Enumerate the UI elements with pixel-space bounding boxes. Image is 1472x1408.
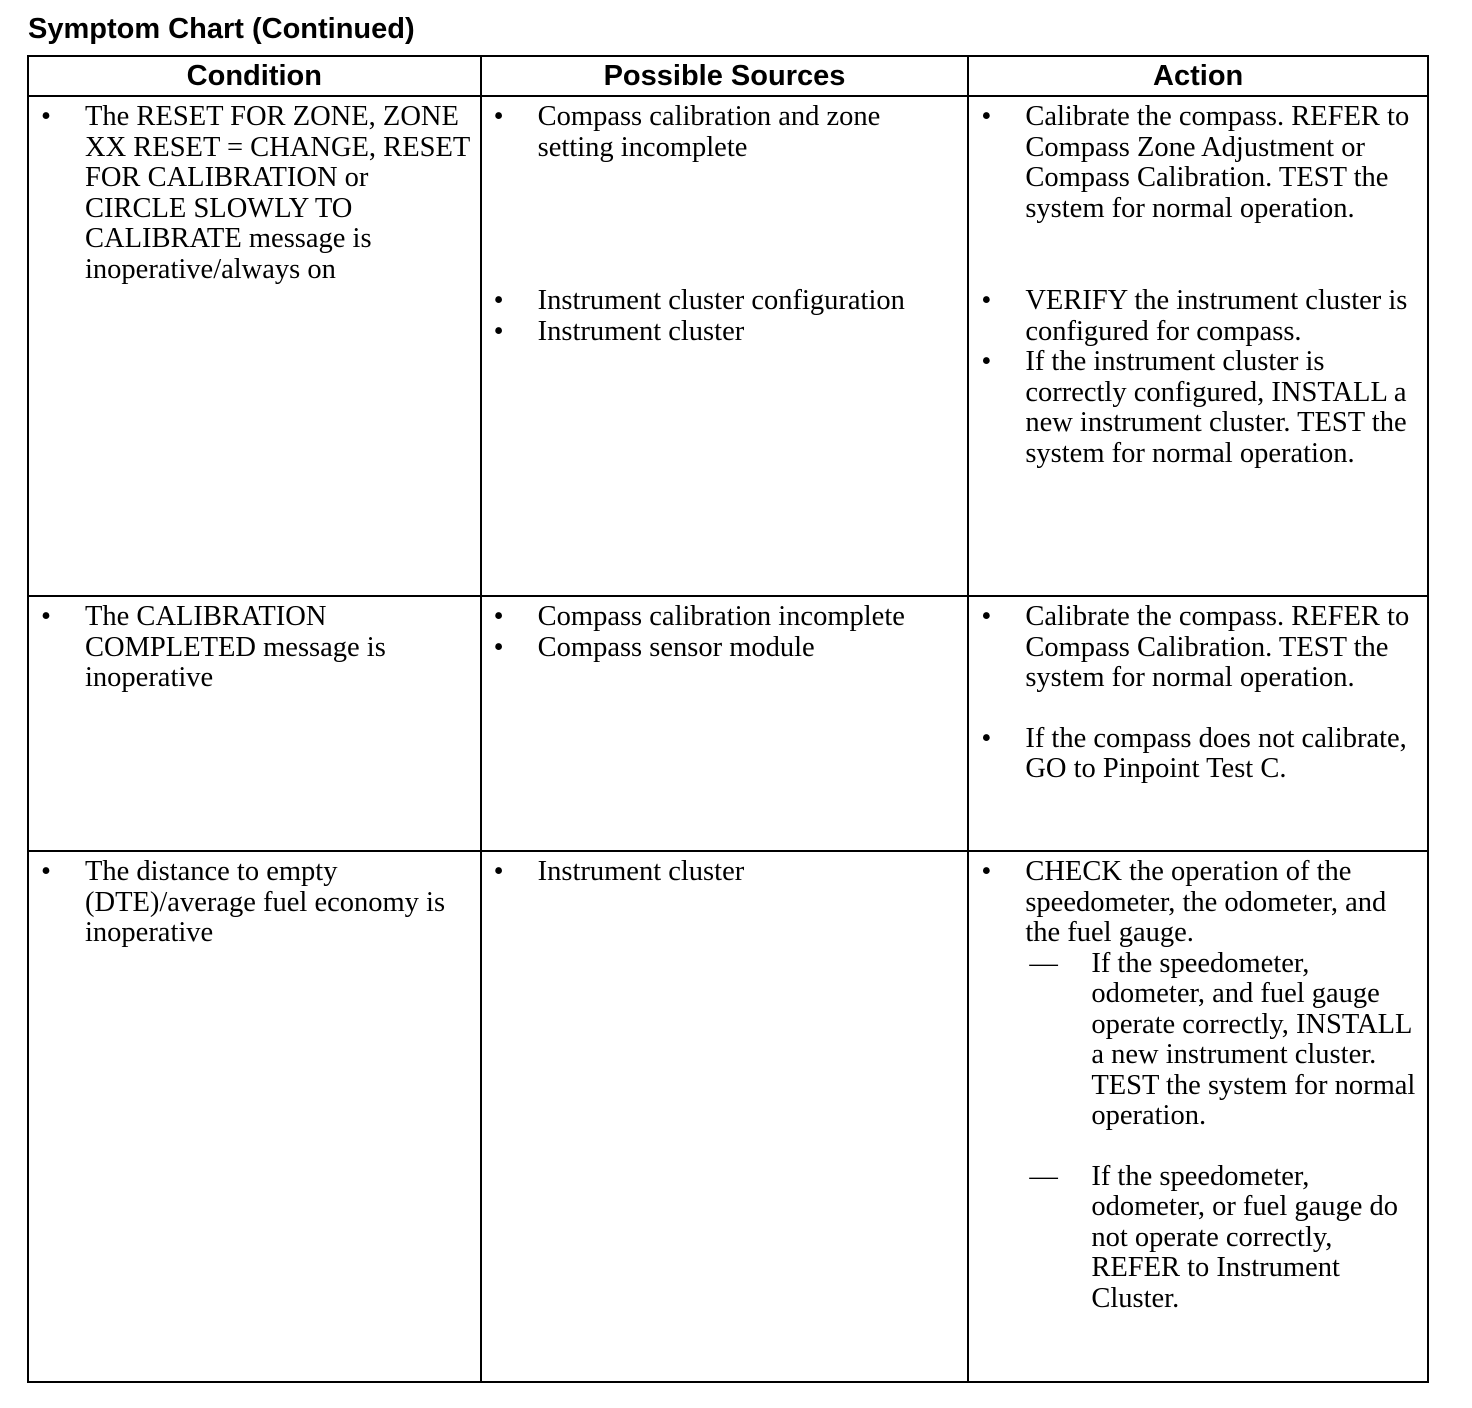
condition-text: • The RESET FOR ZONE, ZONE XX RESET = CHANGE, RESET FOR CALIBRATION or CIRCLE SLOWLY TO CALIBRATE message is inoperative/always on xyxy=(29,102,472,285)
action-cell xyxy=(968,851,1428,1382)
action-item: • Calibrate the compass. REFER to Compass Calibration. TEST the system for normal operation. xyxy=(969,602,1419,694)
condition-cell xyxy=(28,851,481,1382)
action-cell xyxy=(968,96,1428,596)
action-item: • If the compass does not calibrate, GO to Pinpoint Test C. xyxy=(969,724,1419,785)
action-text: CHECK the operation of the speedometer, the odometer, and the fuel gauge. xyxy=(1025,856,1387,948)
action-item: • If the instrument cluster is correctly configured, INSTALL a new instrument cluster. TEST the system for normal operation. xyxy=(969,347,1419,469)
condition-text: • The CALIBRATION COMPLETED message is inoperative xyxy=(29,602,472,694)
sub-action-item: — If the speedometer, odometer, or fuel gauge do not operate correctly, REFER to Instrument Cluster. xyxy=(1025,1162,1419,1315)
source-item: • Compass sensor module xyxy=(482,633,960,664)
action-cell xyxy=(968,596,1428,851)
sub-action-list xyxy=(1025,949,1419,1315)
symptom-chart-table xyxy=(27,55,1429,1383)
header-action: Action xyxy=(968,56,1428,96)
condition-text: • The distance to empty (DTE)/average fuel economy is inoperative xyxy=(29,857,472,949)
source-item: • Instrument cluster configuration xyxy=(482,286,960,317)
source-item: • Instrument cluster xyxy=(482,857,960,888)
source-item: • Instrument cluster xyxy=(482,317,960,348)
action-item: • VERIFY the instrument cluster is configured for compass. xyxy=(969,286,1419,347)
header-condition: Condition xyxy=(28,56,481,96)
sources-cell xyxy=(481,96,969,596)
source-item: • Compass calibration and zone setting incomplete xyxy=(482,102,960,163)
action-item: • Calibrate the compass. REFER to Compass Zone Adjustment or Compass Calibration. TEST the system for normal operation. xyxy=(969,102,1419,224)
table-row xyxy=(28,96,1428,596)
table-row xyxy=(28,851,1428,1382)
action-item xyxy=(969,857,1419,1314)
source-item: • Compass calibration incomplete xyxy=(482,602,960,633)
condition-cell xyxy=(28,596,481,851)
condition-cell xyxy=(28,96,481,596)
header-possible-sources: Possible Sources xyxy=(481,56,969,96)
sub-action-item: — If the speedometer, odometer, and fuel gauge operate correctly, INSTALL a new instrument cluster. TEST the system for normal operation. xyxy=(1025,949,1419,1132)
sources-cell xyxy=(481,851,969,1382)
table-row xyxy=(28,596,1428,851)
table-header-row xyxy=(28,56,1428,96)
sources-cell xyxy=(481,596,969,851)
chart-title: Symptom Chart (Continued) xyxy=(28,13,415,45)
